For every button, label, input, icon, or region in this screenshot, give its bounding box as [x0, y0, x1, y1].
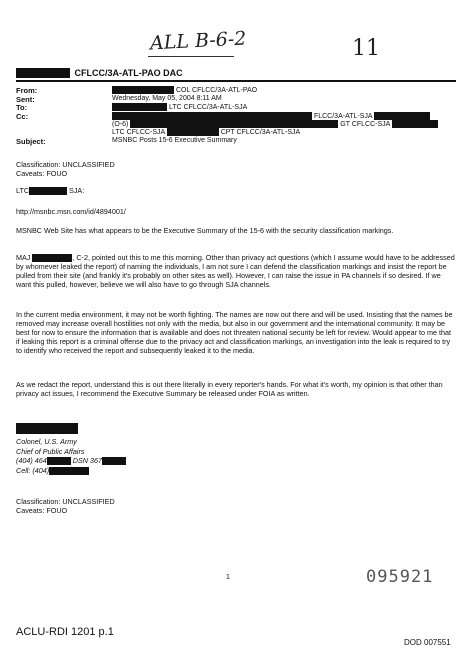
cc-line-3 [112, 128, 300, 136]
paragraph-4: As we redact the report, understand this is out there literally in every reporter's hands. For what it's worth, my opinion is that other than privacy act issues, I recommend the Executive Summary be released under FOIA as written. [16, 380, 443, 398]
redaction-block [167, 128, 219, 136]
redaction-block [16, 68, 70, 78]
classification-line: Classification: UNCLASSIFIED [16, 160, 115, 169]
phone-prefix: (404) 464 [16, 456, 47, 465]
redaction-block [32, 254, 72, 262]
paragraph-2-prefix: MAJ [16, 253, 31, 262]
subject-value: MSNBC Posts 15-6 Executive Summary [112, 137, 237, 144]
from-value-text: COL CFLCC/3A-ATL-PAO [175, 86, 258, 94]
bates-right: DOD 007551 [404, 638, 451, 647]
to-value-text: LTC CFLCC/3A-ATL-SJA [168, 103, 248, 111]
caveats-line: Caveats: FOUO [16, 506, 68, 515]
to-value [112, 103, 247, 111]
cc-line-3-text-b: CPT CFLCC/3A-ATL-SJA [220, 128, 301, 136]
handwritten-note: ALL B-6-2 [149, 27, 247, 55]
paragraph-1: MSNBC Web Site has what appears to be the Executive Summary of the 15-6 with the security classification markings. [16, 226, 394, 235]
paragraph-2-text: , C-2, pointed out this to me this morning. Other than privacy act questions (which I assume would have to be addressed by whomever leaked the report) of naming the individuals, I am not sure I can defend the classification markings and insist the report be pulled from their site (and frankly it's probably on other sites as well). However, I can raise the issue in PA channels if so desired. If we want this pulled, however, believe we will also have to go through SJA channels. [16, 253, 455, 290]
cc-line-2-text-b: GT CFLCC-SJA [340, 120, 390, 128]
handwritten-page-number: 11 [352, 36, 380, 61]
header-divider [16, 80, 456, 82]
redaction-block [130, 120, 338, 128]
signature-cell-line [16, 466, 126, 476]
signature-name-redaction [16, 423, 78, 434]
cc-line-3-text-a: LTC CFLCC-SJA [112, 128, 165, 136]
signature-phone-line [16, 456, 126, 466]
caveats-line: Caveats: FOUO [16, 169, 68, 178]
redaction-block [112, 112, 312, 120]
cell-prefix: Cell: (404) [16, 465, 50, 475]
from-label: From: [16, 86, 38, 95]
from-title-bar [16, 64, 456, 78]
dsn-label: DSN 367 [72, 456, 102, 465]
redaction-block [392, 120, 438, 128]
cc-label: Cc: [16, 112, 29, 121]
redaction-block [49, 467, 89, 475]
sent-label: Sent: [16, 95, 35, 104]
page-number: 1 [226, 574, 230, 581]
classification-top [16, 160, 115, 178]
salutation-suffix: SJA: [69, 186, 85, 195]
redaction-block [112, 86, 174, 94]
document-stamp: 095921 [366, 567, 434, 587]
classification-bottom [16, 497, 115, 515]
salutation-prefix: LTC [16, 186, 30, 195]
subject-label: Subject: [16, 137, 46, 146]
article-url: http://msnbc.msn.com/id/4894001/ [16, 207, 126, 216]
cc-line-1-text: FLCC/3A-ATL-SJA [313, 112, 373, 120]
cc-line-2-text-a: (O-6) [112, 120, 129, 128]
to-label: To: [16, 103, 28, 112]
signature-block [16, 437, 126, 475]
bates-left: ACLU-RDI 1201 p.1 [16, 626, 114, 638]
paragraph-3: In the current media environment, it may not be worth fighting. The names are now out there and will be used. Insisting that the names be removed may increase overall hostilities not only with the media, but also in our government and the international community. It may be best for now to ensure the information that is available and does not threaten national security be left for review. Would appear to me that if leaking this report is a criminal offense due to the privacy act and classification markings, an investigation into the leak is required to try to identify who received the report and subsequently leaked it to the media. [16, 310, 453, 355]
handwritten-underline [148, 56, 234, 57]
redaction-block [47, 457, 71, 465]
redaction-block [102, 457, 126, 465]
redaction-block [112, 103, 167, 111]
cc-line-1 [112, 112, 430, 120]
salutation [16, 186, 84, 195]
redaction-block [29, 187, 67, 195]
from-value [112, 86, 257, 94]
classification-line: Classification: UNCLASSIFIED [16, 497, 115, 506]
cc-line-2 [112, 120, 438, 128]
redaction-block [374, 112, 430, 120]
signature-role: Chief of Public Affairs [16, 446, 85, 456]
sent-value: Wednesday, May 05, 2004 8:11 AM [112, 95, 222, 102]
signature-title: Colonel, U.S. Army [16, 437, 77, 446]
paragraph-2 [16, 253, 456, 289]
from-title: CFLCC/3A-ATL-PAO DAC [74, 67, 183, 78]
